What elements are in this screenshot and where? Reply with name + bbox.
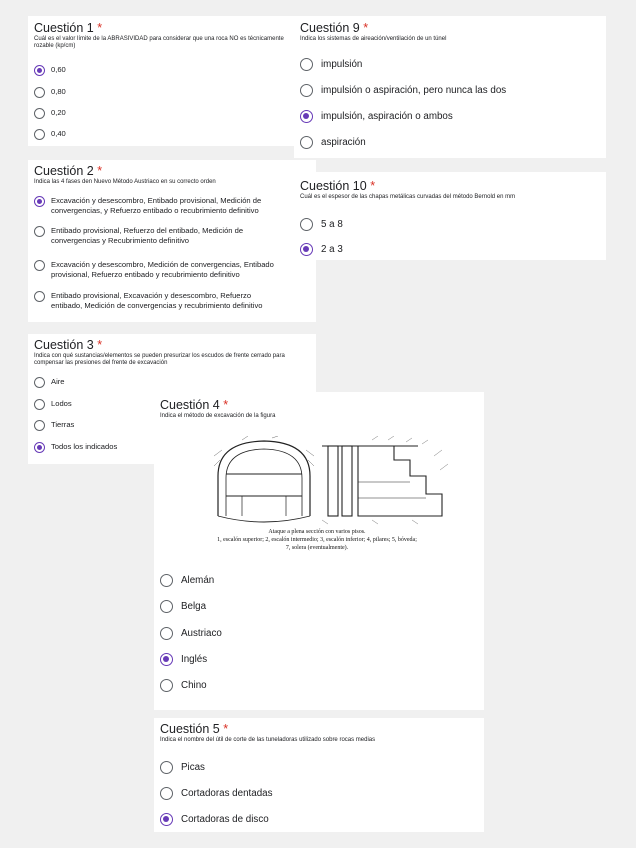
- radio-button[interactable]: [34, 129, 45, 140]
- option-label: Alemán: [181, 575, 215, 586]
- option-label: 0,20: [51, 108, 66, 117]
- question-card-9: [294, 16, 606, 158]
- option-label: 0,80: [51, 87, 66, 96]
- question-title: Cuestión 3 *: [34, 338, 103, 352]
- radio-button[interactable]: [160, 653, 173, 666]
- option-label: Tierras: [51, 420, 75, 429]
- question-card-1: [28, 16, 296, 146]
- question-card-4: [154, 392, 484, 710]
- option-5-a-8[interactable]: [300, 218, 343, 231]
- radio-button[interactable]: [34, 399, 45, 410]
- radio-button[interactable]: [300, 58, 313, 71]
- option-chino[interactable]: [160, 679, 207, 692]
- question-card-10: [294, 172, 606, 260]
- option-label: 0,40: [51, 129, 66, 138]
- option-q2-b[interactable]: [34, 226, 243, 246]
- option-impulsion-aspiracion-ambos[interactable]: [300, 110, 453, 123]
- option-aspiracion[interactable]: [300, 136, 366, 149]
- option-0-40[interactable]: [34, 129, 66, 140]
- radio-button[interactable]: [160, 627, 173, 640]
- option-2-a-3[interactable]: [300, 243, 343, 256]
- option-label: Excavación y desescombro, Medición de convergencias, Entibado provisional, Refuerzo entibado y recubrimiento definitivo: [51, 260, 274, 279]
- option-lodos[interactable]: [34, 399, 72, 410]
- radio-button[interactable]: [34, 291, 45, 302]
- radio-button[interactable]: [160, 600, 173, 613]
- option-cortadoras-de-disco[interactable]: [160, 813, 269, 826]
- option-label: Cortadoras dentadas: [181, 788, 273, 799]
- radio-button[interactable]: [34, 442, 45, 453]
- option-label: Belga: [181, 601, 207, 612]
- option-impulsion[interactable]: [300, 58, 362, 71]
- radio-button[interactable]: [34, 108, 45, 119]
- radio-button[interactable]: [300, 110, 313, 123]
- question-title: Cuestión 9 *: [300, 21, 369, 35]
- radio-button[interactable]: [34, 377, 45, 388]
- option-austriaco[interactable]: [160, 627, 222, 640]
- question-description: Indica las 4 fases den Nuevo Método Austriaco en su correcto orden: [34, 179, 216, 185]
- option-label: Austriaco: [181, 628, 222, 639]
- radio-button[interactable]: [160, 574, 173, 587]
- option-label: Excavación y desescombro, Entibado provisional, Medición de convergencias, y Refuerzo entibado o recubrimiento definitivo: [51, 196, 262, 215]
- radio-button[interactable]: [34, 420, 45, 431]
- option-q2-c[interactable]: [34, 260, 274, 280]
- option-label: Todos los indicados: [51, 442, 118, 451]
- radio-button[interactable]: [300, 243, 313, 256]
- question-description: Cuál es el espesor de las chapas metálicas curvadas del método Bernold en mm: [300, 194, 516, 200]
- question-title: Cuestión 1 *: [34, 21, 103, 35]
- option-label: impulsión o aspiración, pero nunca las dos: [321, 85, 507, 96]
- radio-button[interactable]: [300, 218, 313, 231]
- option-label: impulsión, aspiración o ambos: [321, 111, 453, 122]
- option-label: 5 a 8: [321, 219, 343, 230]
- figure-caption-legend-2: 7, solera (eventualmente).: [285, 545, 349, 551]
- excavation-method-figure: [212, 436, 452, 528]
- option-label: Chino: [181, 680, 207, 691]
- option-label: Inglés: [181, 654, 208, 665]
- option-label: 2 a 3: [321, 244, 343, 255]
- radio-button[interactable]: [34, 226, 45, 237]
- option-todos[interactable]: [34, 442, 117, 453]
- radio-button[interactable]: [34, 65, 45, 76]
- question-description: Indica el nombre del útil de corte de las tuneladoras utilizado sobre rocas medias: [160, 737, 376, 743]
- radio-button[interactable]: [160, 813, 173, 826]
- option-0-20[interactable]: [34, 108, 66, 119]
- option-label: Entibado provisional, Refuerzo del entibado, Medición de convergencias y Recubrimiento definitivo: [51, 226, 244, 245]
- option-aire[interactable]: [34, 377, 65, 388]
- option-ingles[interactable]: [160, 653, 207, 666]
- option-label: Lodos: [51, 399, 72, 408]
- question-card-2: [28, 160, 316, 322]
- option-q2-a[interactable]: [34, 196, 261, 216]
- option-tierras[interactable]: [34, 420, 74, 431]
- option-label: Entibado provisional, Excavación y desescombro, Refuerzo entibado, Medición de convergencias y recubrimiento definitivo: [51, 291, 263, 310]
- radio-button[interactable]: [300, 136, 313, 149]
- option-aleman[interactable]: [160, 574, 214, 587]
- question-description: Indica el método de excavación de la figura: [160, 413, 276, 419]
- radio-button[interactable]: [300, 84, 313, 97]
- option-label: aspiración: [321, 137, 366, 148]
- option-label: Cortadoras de disco: [181, 814, 269, 825]
- question-title: Cuestión 2 *: [34, 164, 103, 178]
- radio-button[interactable]: [34, 196, 45, 207]
- radio-button[interactable]: [34, 260, 45, 271]
- option-0-60[interactable]: [34, 65, 66, 76]
- figure-caption-title: Ataque a plena sección con varios pisos.: [268, 529, 366, 535]
- option-label: 0,60: [51, 65, 66, 74]
- question-description: Indica con qué sustancias/elementos se pueden presurizar los escudos de frente cerrado para compensar las presiones del frente de excavación: [34, 353, 285, 367]
- option-label: Aire: [51, 377, 65, 386]
- question-title: Cuestión 10 *: [300, 179, 376, 193]
- figure-caption-legend: 1, escalón superior; 2, escalón intermedio; 3, escalón inferior; 4, pilares; 5, bóveda;: [217, 537, 417, 543]
- option-picas[interactable]: [160, 761, 205, 774]
- question-description: Indica los sistemas de aireación/ventilación de un túnel: [300, 36, 447, 42]
- question-description: Cuál es el valor límite de la ABRASIVIDAD para considerar que una roca NO es técnicamente rozable (kp/cm): [34, 36, 284, 50]
- option-cortadoras-dentadas[interactable]: [160, 787, 273, 800]
- option-label: Picas: [181, 762, 205, 773]
- question-card-5: [154, 718, 484, 832]
- option-belga[interactable]: [160, 600, 206, 613]
- option-q2-d[interactable]: [34, 291, 262, 311]
- option-0-80[interactable]: [34, 87, 66, 98]
- question-title: Cuestión 5 *: [160, 722, 229, 736]
- radio-button[interactable]: [160, 787, 173, 800]
- question-title: Cuestión 4 *: [160, 398, 229, 412]
- radio-button[interactable]: [34, 87, 45, 98]
- option-label: impulsión: [321, 59, 363, 70]
- radio-button[interactable]: [160, 761, 173, 774]
- radio-button[interactable]: [160, 679, 173, 692]
- option-impulsion-o-aspiracion[interactable]: [300, 84, 506, 97]
